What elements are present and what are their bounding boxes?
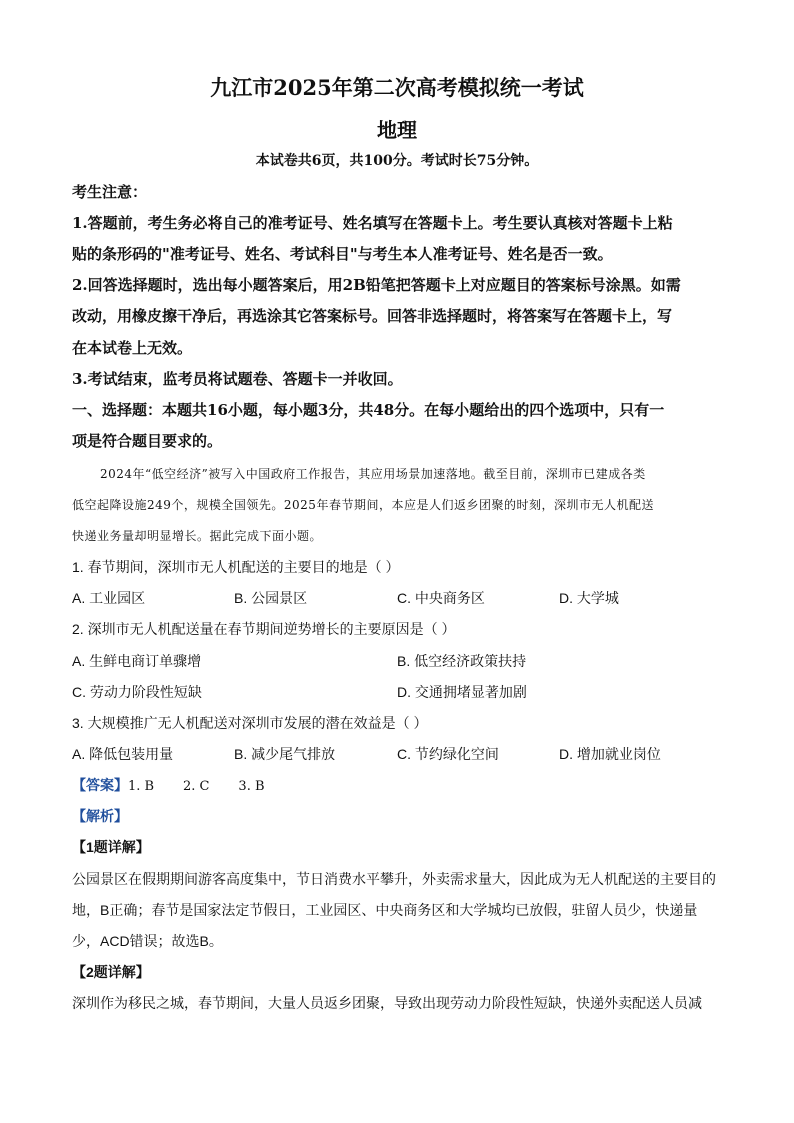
notice-item-2-line-2: 改动，用橡皮擦干净后，再选涂其它答案标号。回答非选择题时，将答案写在答题卡上，写 — [72, 307, 673, 325]
notice-heading: 考生注意： — [72, 183, 148, 201]
question-1-analysis-tag: 【1题详解】 — [72, 839, 150, 855]
passage-line-2: 低空起降设施249个，规模全国领先。2025年春节期间，本应是人们返乡团聚的时刻，深圳市无人机配送 — [72, 498, 654, 512]
notice-item-2-line-1: 2.回答选择题时，选出每小题答案后，用2B铅笔把答题卡上对应题目的答案标号涂黑。如需 — [72, 276, 681, 294]
question-1-options — [72, 588, 724, 610]
question-2-option-a[interactable]: A. 生鲜电商订单骤增 — [72, 653, 202, 669]
notice-item-2-line-3: 在本试卷上无效。 — [72, 339, 193, 357]
answer-tag: 【答案】 — [72, 777, 128, 793]
question-1-analysis-line-2: 地，B正确；春节是国家法定节假日，工业园区、中央商务区和大学城均已放假，驻留人员少，快递量 — [72, 902, 698, 918]
question-3-option-d[interactable]: D. 增加就业岗位 — [559, 746, 661, 762]
question-3-options — [72, 744, 724, 766]
exam-title: 九江市2025年第二次高考模拟统一考试 — [210, 75, 584, 100]
question-1-option-c[interactable]: C. 中央商务区 — [397, 590, 485, 606]
passage-line-3: 快递业务量却明显增长。据此完成下面小题。 — [72, 529, 323, 543]
question-1-stem: 1. 春节期间，深圳市无人机配送的主要目的地是（ ） — [72, 559, 400, 575]
question-3-stem: 3. 大规模推广无人机配送对深圳市发展的潜在效益是（ ） — [72, 715, 428, 731]
question-2-analysis-tag: 【2题详解】 — [72, 964, 150, 980]
section-1-heading-line-1: 一、选择题：本题共16小题，每小题3分，共48分。在每小题给出的四个选项中，只有一 — [72, 401, 665, 419]
question-3-option-a[interactable]: A. 降低包装用量 — [72, 746, 174, 762]
question-2-options-row-1 — [72, 651, 724, 673]
question-2-stem: 2. 深圳市无人机配送量在春节期间逆势增长的主要原因是（ ） — [72, 621, 456, 637]
question-2-analysis-line-1: 深圳作为移民之城，春节期间，大量人员返乡团聚，导致出现劳动力阶段性短缺，快递外卖配送人员减 — [72, 995, 702, 1011]
question-1-analysis-line-3: 少，ACD错误；故选B。 — [72, 933, 223, 949]
question-1-option-a[interactable]: A. 工业园区 — [72, 590, 146, 606]
answer-values: 1. B 2. C 3. B — [128, 779, 265, 794]
question-1-analysis-line-1: 公园景区在假期期间游客高度集中，节日消费水平攀升，外卖需求量大，因此成为无人机配送的主要目的 — [72, 871, 716, 887]
question-1-option-d[interactable]: D. 大学城 — [559, 590, 619, 606]
exam-info: 本试卷共6页，共100分。考试时长75分钟。 — [255, 153, 539, 169]
notice-item-1-line-2: 贴的条形码的"准考证号、姓名、考试科目"与考生本人准考证号、姓名是否一致。 — [72, 245, 613, 263]
question-2-option-d[interactable]: D. 交通拥堵显著加剧 — [397, 684, 527, 700]
passage-line-1: 2024年“低空经济”被写入中国政府工作报告，其应用场景加速落地。截至目前，深圳市已建成各类 — [100, 467, 646, 481]
notice-item-3: 3.考试结束，监考员将试题卷、答题卡一并收回。 — [72, 370, 403, 388]
answer-line — [72, 775, 724, 795]
section-1-heading-line-2: 项是符合题目要求的。 — [72, 432, 223, 450]
question-2-options-row-2 — [72, 682, 724, 704]
question-3-option-b[interactable]: B. 减少尾气排放 — [234, 746, 336, 762]
question-1-option-b[interactable]: B. 公园景区 — [234, 590, 308, 606]
question-3-option-c[interactable]: C. 节约绿化空间 — [397, 746, 499, 762]
analysis-tag: 【解析】 — [72, 808, 128, 824]
question-2-option-b[interactable]: B. 低空经济政策扶持 — [397, 653, 527, 669]
subject-title: 地理 — [377, 118, 417, 142]
question-2-option-c[interactable]: C. 劳动力阶段性短缺 — [72, 684, 202, 700]
notice-item-1-line-1: 1.答题前，考生务必将自己的准考证号、姓名填写在答题卡上。考生要认真核对答题卡上粘 — [72, 214, 673, 232]
